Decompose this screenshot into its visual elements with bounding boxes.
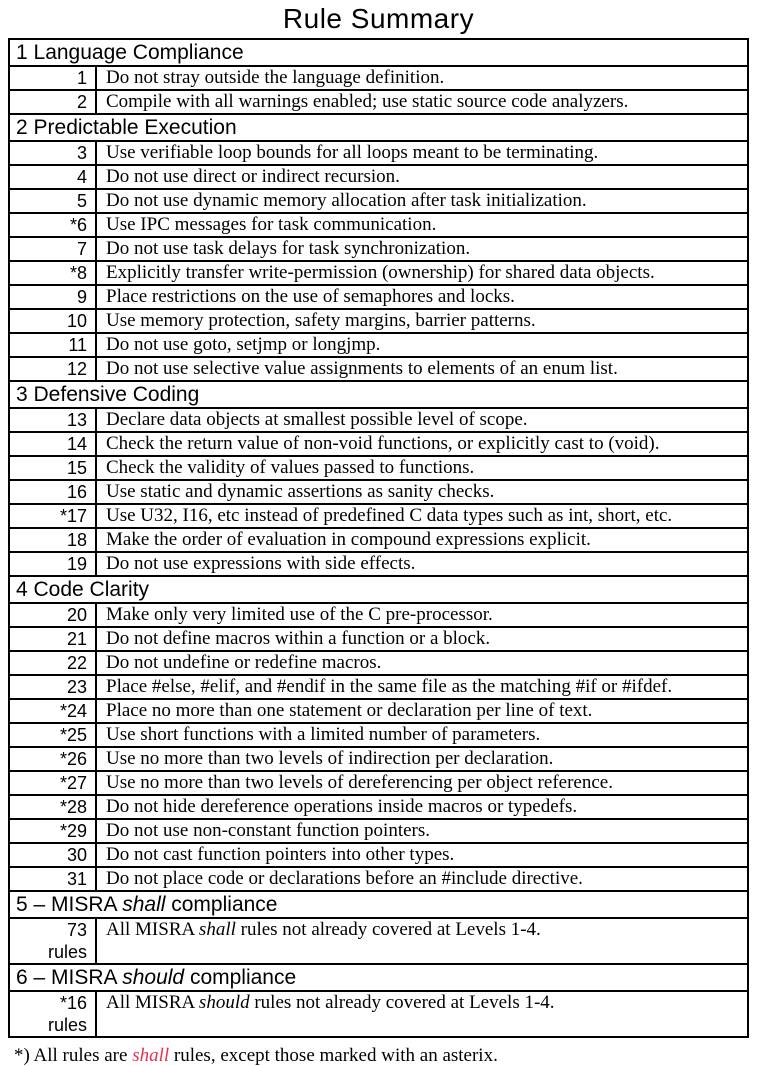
rule-description [97, 286, 747, 308]
text-segment: Place #else, #elif, and #endif in the same file as the matching #if or #ifdef. [106, 676, 673, 697]
rule-description [97, 214, 747, 236]
text-segment: rules not already covered at Levels 1-4. [249, 992, 555, 1013]
rule-description [97, 505, 747, 527]
text-segment: rules not already covered at Levels 1-4. [235, 919, 541, 940]
rule-description [97, 652, 747, 674]
rule-number: 9 [76, 287, 87, 307]
rule-number: *6 [69, 215, 87, 235]
text-segment: Compile with all warnings enabled; use static source code analyzers. [106, 91, 629, 112]
text-segment: Do not use selective value assignments to elements of an enum list. [106, 358, 618, 379]
rule-number-cell [10, 748, 97, 770]
rule-row [10, 409, 747, 433]
section-header [10, 382, 747, 409]
document-page [0, 4, 757, 1066]
rule-row [10, 529, 747, 553]
text-segment: 2 Predictable Execution [16, 116, 237, 139]
emphasis-text: shall [132, 1045, 170, 1066]
text-segment: Do not place code or declarations before an #include directive. [106, 868, 583, 889]
rule-summary-table [8, 38, 749, 1038]
rule-description [97, 358, 747, 380]
rule-description [97, 772, 747, 794]
text-segment: 3 Defensive Coding [16, 383, 200, 406]
rule-row [10, 604, 747, 628]
rule-number: 20 [66, 605, 87, 625]
rule-description [97, 310, 747, 332]
rule-number-cell [10, 628, 97, 650]
text-segment: Do not use non-constant function pointers. [106, 820, 431, 841]
rule-number: 1 [76, 68, 87, 88]
rule-number: 3 [76, 143, 87, 163]
rule-number-cell [10, 676, 97, 698]
rule-number-cell [10, 919, 97, 963]
rule-number: 30 [66, 845, 87, 865]
rule-row [10, 676, 747, 700]
rule-number: *25 [59, 725, 87, 745]
rule-row [10, 238, 747, 262]
rule-number-cell [10, 166, 97, 188]
rule-row [10, 820, 747, 844]
text-segment: 6 – MISRA [16, 966, 123, 989]
text-segment: Use static and dynamic assertions as sanity checks. [106, 481, 495, 502]
rule-description [97, 91, 747, 113]
rule-number-cell [10, 190, 97, 212]
rule-row [10, 748, 747, 772]
rule-description [97, 844, 747, 866]
rule-row [10, 868, 747, 892]
rule-number: *27 [59, 773, 87, 793]
text-segment: 5 – MISRA [16, 893, 123, 916]
text-segment: Do not stray outside the language definition. [106, 67, 445, 88]
rule-row [10, 700, 747, 724]
rule-row [10, 91, 747, 115]
text-segment: Do not cast function pointers into other types. [106, 844, 455, 865]
text-segment: All MISRA [106, 992, 199, 1013]
rule-description [97, 190, 747, 212]
text-segment: Do not define macros within a function or a block. [106, 628, 491, 649]
rule-row [10, 190, 747, 214]
rule-number-cell [10, 772, 97, 794]
section-header [10, 577, 747, 604]
text-segment: *) All rules are [14, 1045, 133, 1066]
text-segment: Do not use goto, setjmp or longjmp. [106, 334, 381, 355]
rule-number-cell [10, 310, 97, 332]
rule-number-cell [10, 604, 97, 626]
emphasis-text: should [198, 992, 250, 1013]
rule-number-cell [10, 262, 97, 284]
rule-number: *28 [59, 797, 87, 817]
rule-number: 19 [66, 554, 87, 574]
text-segment: Do not use dynamic memory allocation after task initialization. [106, 190, 587, 211]
rule-number-cell [10, 505, 97, 527]
rule-number: 11 [68, 335, 87, 355]
text-segment: 1 Language Compliance [16, 41, 244, 64]
rule-number: 7 [76, 239, 87, 259]
rule-number: 22 [66, 653, 87, 673]
rule-row [10, 919, 747, 965]
rule-row [10, 166, 747, 190]
text-segment: Check the validity of values passed to functions. [106, 457, 475, 478]
rule-row [10, 505, 747, 529]
rule-description [97, 67, 747, 89]
rule-row [10, 334, 747, 358]
text-segment: compliance [165, 893, 278, 916]
rule-description [97, 992, 747, 1036]
text-segment: All MISRA [106, 919, 199, 940]
text-segment: Place restrictions on the use of semaphores and locks. [106, 286, 515, 307]
rule-row [10, 796, 747, 820]
rule-row [10, 992, 747, 1036]
rule-row [10, 724, 747, 748]
text-segment: compliance [184, 966, 297, 989]
rule-description [97, 820, 747, 842]
rule-number-cell [10, 457, 97, 479]
rule-description [97, 553, 747, 575]
text-segment: Check the return value of non-void functions, or explicitly cast to (void). [106, 433, 660, 454]
rule-description [97, 628, 747, 650]
rule-number-cell [10, 820, 97, 842]
rule-description [97, 796, 747, 818]
rule-description [97, 868, 747, 890]
rule-number-cell [10, 652, 97, 674]
rule-description [97, 409, 747, 431]
rule-description [97, 748, 747, 770]
rule-description [97, 676, 747, 698]
rule-row [10, 772, 747, 796]
rule-number: 15 [66, 458, 87, 478]
text-segment: Use no more than two levels of indirection per declaration. [106, 748, 554, 769]
rule-number: 31 [66, 869, 87, 889]
page-title: Rule Summary [282, 3, 475, 34]
rule-row [10, 67, 747, 91]
rule-number: *8 [69, 263, 87, 283]
rule-number: *29 [59, 821, 87, 841]
rule-number: 18 [66, 530, 87, 550]
rule-number-cell [10, 67, 97, 89]
rule-description [97, 334, 747, 356]
rule-row [10, 310, 747, 334]
rule-number-cell [10, 334, 97, 356]
emphasis-text: shall [122, 893, 166, 916]
rule-row [10, 457, 747, 481]
rule-number-cell [10, 724, 97, 746]
rule-number-unit: rules [47, 942, 87, 962]
rule-number: 13 [66, 410, 87, 430]
emphasis-text: shall [198, 919, 236, 940]
rule-number: 14 [66, 434, 87, 454]
rule-number-cell [10, 214, 97, 236]
footnote [14, 1045, 757, 1066]
rule-number-cell [10, 142, 97, 164]
text-segment: Do not use task delays for task synchronization. [106, 238, 471, 259]
text-segment: Explicitly transfer write-permission (ownership) for shared data objects. [106, 262, 655, 283]
rule-number-cell [10, 992, 97, 1036]
rule-description [97, 529, 747, 551]
rule-number: 73 [66, 920, 87, 940]
rule-description [97, 457, 747, 479]
rule-number: 21 [66, 629, 87, 649]
rule-number-cell [10, 91, 97, 113]
rule-description [97, 604, 747, 626]
rule-number: *16 [59, 993, 87, 1013]
rule-number: 4 [76, 167, 87, 187]
rule-row [10, 262, 747, 286]
text-segment: Use verifiable loop bounds for all loops meant to be terminating. [106, 142, 599, 163]
rule-number-cell [10, 796, 97, 818]
text-segment: Use memory protection, safety margins, barrier patterns. [106, 310, 536, 331]
rule-number: 16 [66, 482, 87, 502]
text-segment: rules, except those marked with an asterix. [169, 1045, 498, 1066]
rule-description [97, 166, 747, 188]
rule-description [97, 481, 747, 503]
rule-row [10, 433, 747, 457]
emphasis-text: should [122, 966, 185, 989]
rule-number: *17 [59, 506, 87, 526]
rule-number-cell [10, 409, 97, 431]
rule-description [97, 262, 747, 284]
rule-number-unit: rules [47, 1015, 87, 1035]
rule-number-cell [10, 553, 97, 575]
rule-number-cell [10, 700, 97, 722]
rule-number: 2 [76, 92, 87, 112]
text-segment: Use IPC messages for task communication. [106, 214, 437, 235]
text-segment: Do not use direct or indirect recursion. [106, 166, 400, 187]
rule-number: 12 [66, 359, 87, 379]
rule-row [10, 142, 747, 166]
text-segment: 4 Code Clarity [16, 578, 150, 601]
rule-row [10, 481, 747, 505]
rule-number: 5 [76, 191, 87, 211]
rule-number: 23 [66, 677, 87, 697]
section-header [10, 892, 747, 919]
text-segment: Make only very limited use of the C pre-processor. [106, 604, 493, 625]
section-header [10, 965, 747, 992]
text-segment: Do not undefine or redefine macros. [106, 652, 382, 673]
text-segment: Do not use expressions with side effects. [106, 553, 416, 574]
rule-description [97, 238, 747, 260]
rule-number-cell [10, 358, 97, 380]
rule-description [97, 700, 747, 722]
text-segment: Use U32, I16, etc instead of predefined C data types such as int, short, etc. [106, 505, 673, 526]
rule-number-cell [10, 481, 97, 503]
text-segment: Declare data objects at smallest possible level of scope. [106, 409, 528, 430]
rule-number-cell [10, 433, 97, 455]
rule-number: *26 [59, 749, 87, 769]
text-segment: Use short functions with a limited number of parameters. [106, 724, 541, 745]
rule-number-cell [10, 286, 97, 308]
rule-description [97, 919, 747, 963]
text-segment: Do not hide dereference operations inside macros or typedefs. [106, 796, 578, 817]
rule-row [10, 652, 747, 676]
rule-description [97, 433, 747, 455]
rule-description [97, 142, 747, 164]
rule-row [10, 214, 747, 238]
rule-number-cell [10, 529, 97, 551]
section-header [10, 40, 747, 67]
rule-description [97, 724, 747, 746]
rule-row [10, 358, 747, 382]
rule-row [10, 628, 747, 652]
rule-row [10, 553, 747, 577]
rule-number: *24 [59, 701, 87, 721]
rule-number-cell [10, 844, 97, 866]
rule-number: 10 [66, 311, 87, 331]
text-segment: Use no more than two levels of dereferencing per object reference. [106, 772, 613, 793]
rule-number-cell [10, 868, 97, 890]
rule-row [10, 286, 747, 310]
section-header [10, 115, 747, 142]
rule-number-cell [10, 238, 97, 260]
rule-row [10, 844, 747, 868]
text-segment: Place no more than one statement or declaration per line of text. [106, 700, 593, 721]
text-segment: Make the order of evaluation in compound expressions explicit. [106, 529, 591, 550]
